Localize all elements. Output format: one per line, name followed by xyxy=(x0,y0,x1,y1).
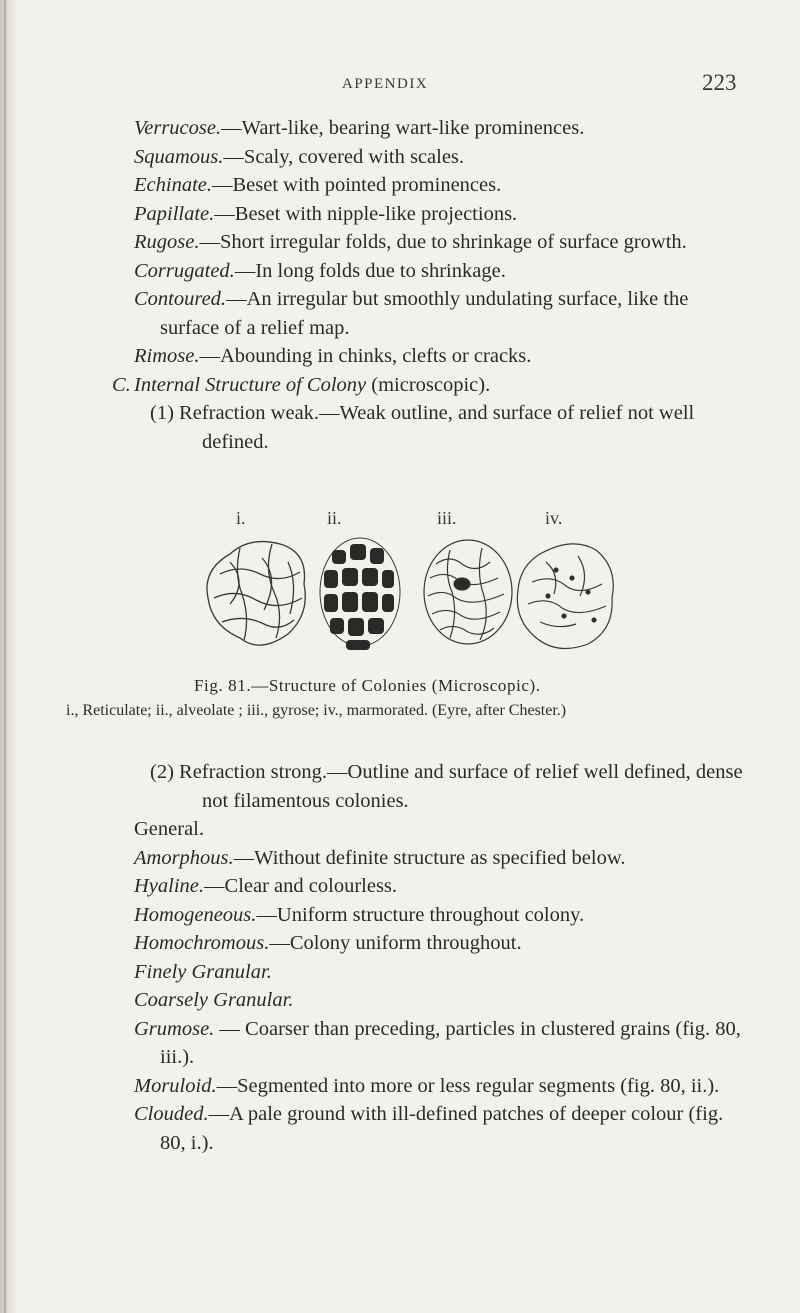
section-c-heading: C. Internal Structure of Colony (microscopic). xyxy=(112,373,491,396)
colony-marmorated-image xyxy=(517,544,613,649)
refraction-weak: (1) Refraction weak.—Weak outline, and surface of relief not well defined. xyxy=(150,402,695,453)
entry-squamous: Squamous.—Scaly, covered with scales. xyxy=(134,145,465,168)
entry-finely-granular: Finely Granular. xyxy=(134,960,272,983)
figure-81 xyxy=(0,508,800,668)
entry-echinate: Echinate.—Beset with pointed prominences. xyxy=(134,174,502,196)
caption-title: Fig. 81.—Structure of Colonies (Microscopic). xyxy=(194,676,541,695)
colony-illustrations xyxy=(200,534,620,666)
entry-corrugated: Corrugated.—In long folds due to shrinkage. xyxy=(134,259,506,282)
entry-homochromous: Homochromous.—Colony uniform throughout. xyxy=(134,932,522,954)
entry-grumose: Grumose. — Coarser than preceding, particles in clustered grains (fig. 80, iii.). xyxy=(134,1017,741,1068)
page-number: 223 xyxy=(702,70,737,95)
caption-body: i., Reticulate; ii., alveolate ; iii., gyrose; iv., marmorated. (Eyre, after Chester.) xyxy=(66,702,567,719)
entry-hyaline: Hyaline.—Clear and colourless. xyxy=(134,875,398,897)
colony-alveolate-image xyxy=(320,538,400,650)
entry-moruloid: Moruloid.—Segmented into more or less regular segments (fig. 80, ii.). xyxy=(134,1074,720,1097)
entry-homogeneous: Homogeneous.—Uniform structure throughout colony. xyxy=(134,903,585,926)
general-heading: General. xyxy=(134,818,204,840)
colony-reticulate-image xyxy=(207,542,305,646)
lower-entries xyxy=(0,758,800,1157)
fig-label-iii: iii. xyxy=(437,508,457,528)
surface-entries xyxy=(0,114,800,456)
entry-coarsely-granular: Coarsely Granular. xyxy=(134,989,294,1011)
refraction-strong: (2) Refraction strong.—Outline and surface of relief well defined, dense not filamentous colonies. xyxy=(150,761,743,812)
entry-clouded: Clouded.—A pale ground with ill-defined patches of deeper colour (fig. 80, i.). xyxy=(134,1103,724,1154)
entry-rimose: Rimose.—Abounding in chinks, clefts or cracks. xyxy=(134,345,532,367)
page-header xyxy=(0,70,800,100)
entry-contoured: Contoured.—An irregular but smoothly undulating surface, like the surface of a relief map. xyxy=(134,288,689,339)
running-head: APPENDIX xyxy=(342,76,429,92)
entry-rugose: Rugose.—Short irregular folds, due to shrinkage of surface growth. xyxy=(134,231,687,253)
colony-gyrose-image xyxy=(424,540,512,644)
fig-label-ii: ii. xyxy=(327,508,342,528)
entry-amorphous: Amorphous.—Without definite structure as specified below. xyxy=(134,846,626,869)
entry-papillate: Papillate.—Beset with nipple-like projections. xyxy=(134,202,518,225)
fig-label-iv: iv. xyxy=(545,508,563,528)
entry-verrucose: Verrucose.—Wart-like, bearing wart-like prominences. xyxy=(134,117,585,139)
fig-label-i: i. xyxy=(236,508,246,528)
